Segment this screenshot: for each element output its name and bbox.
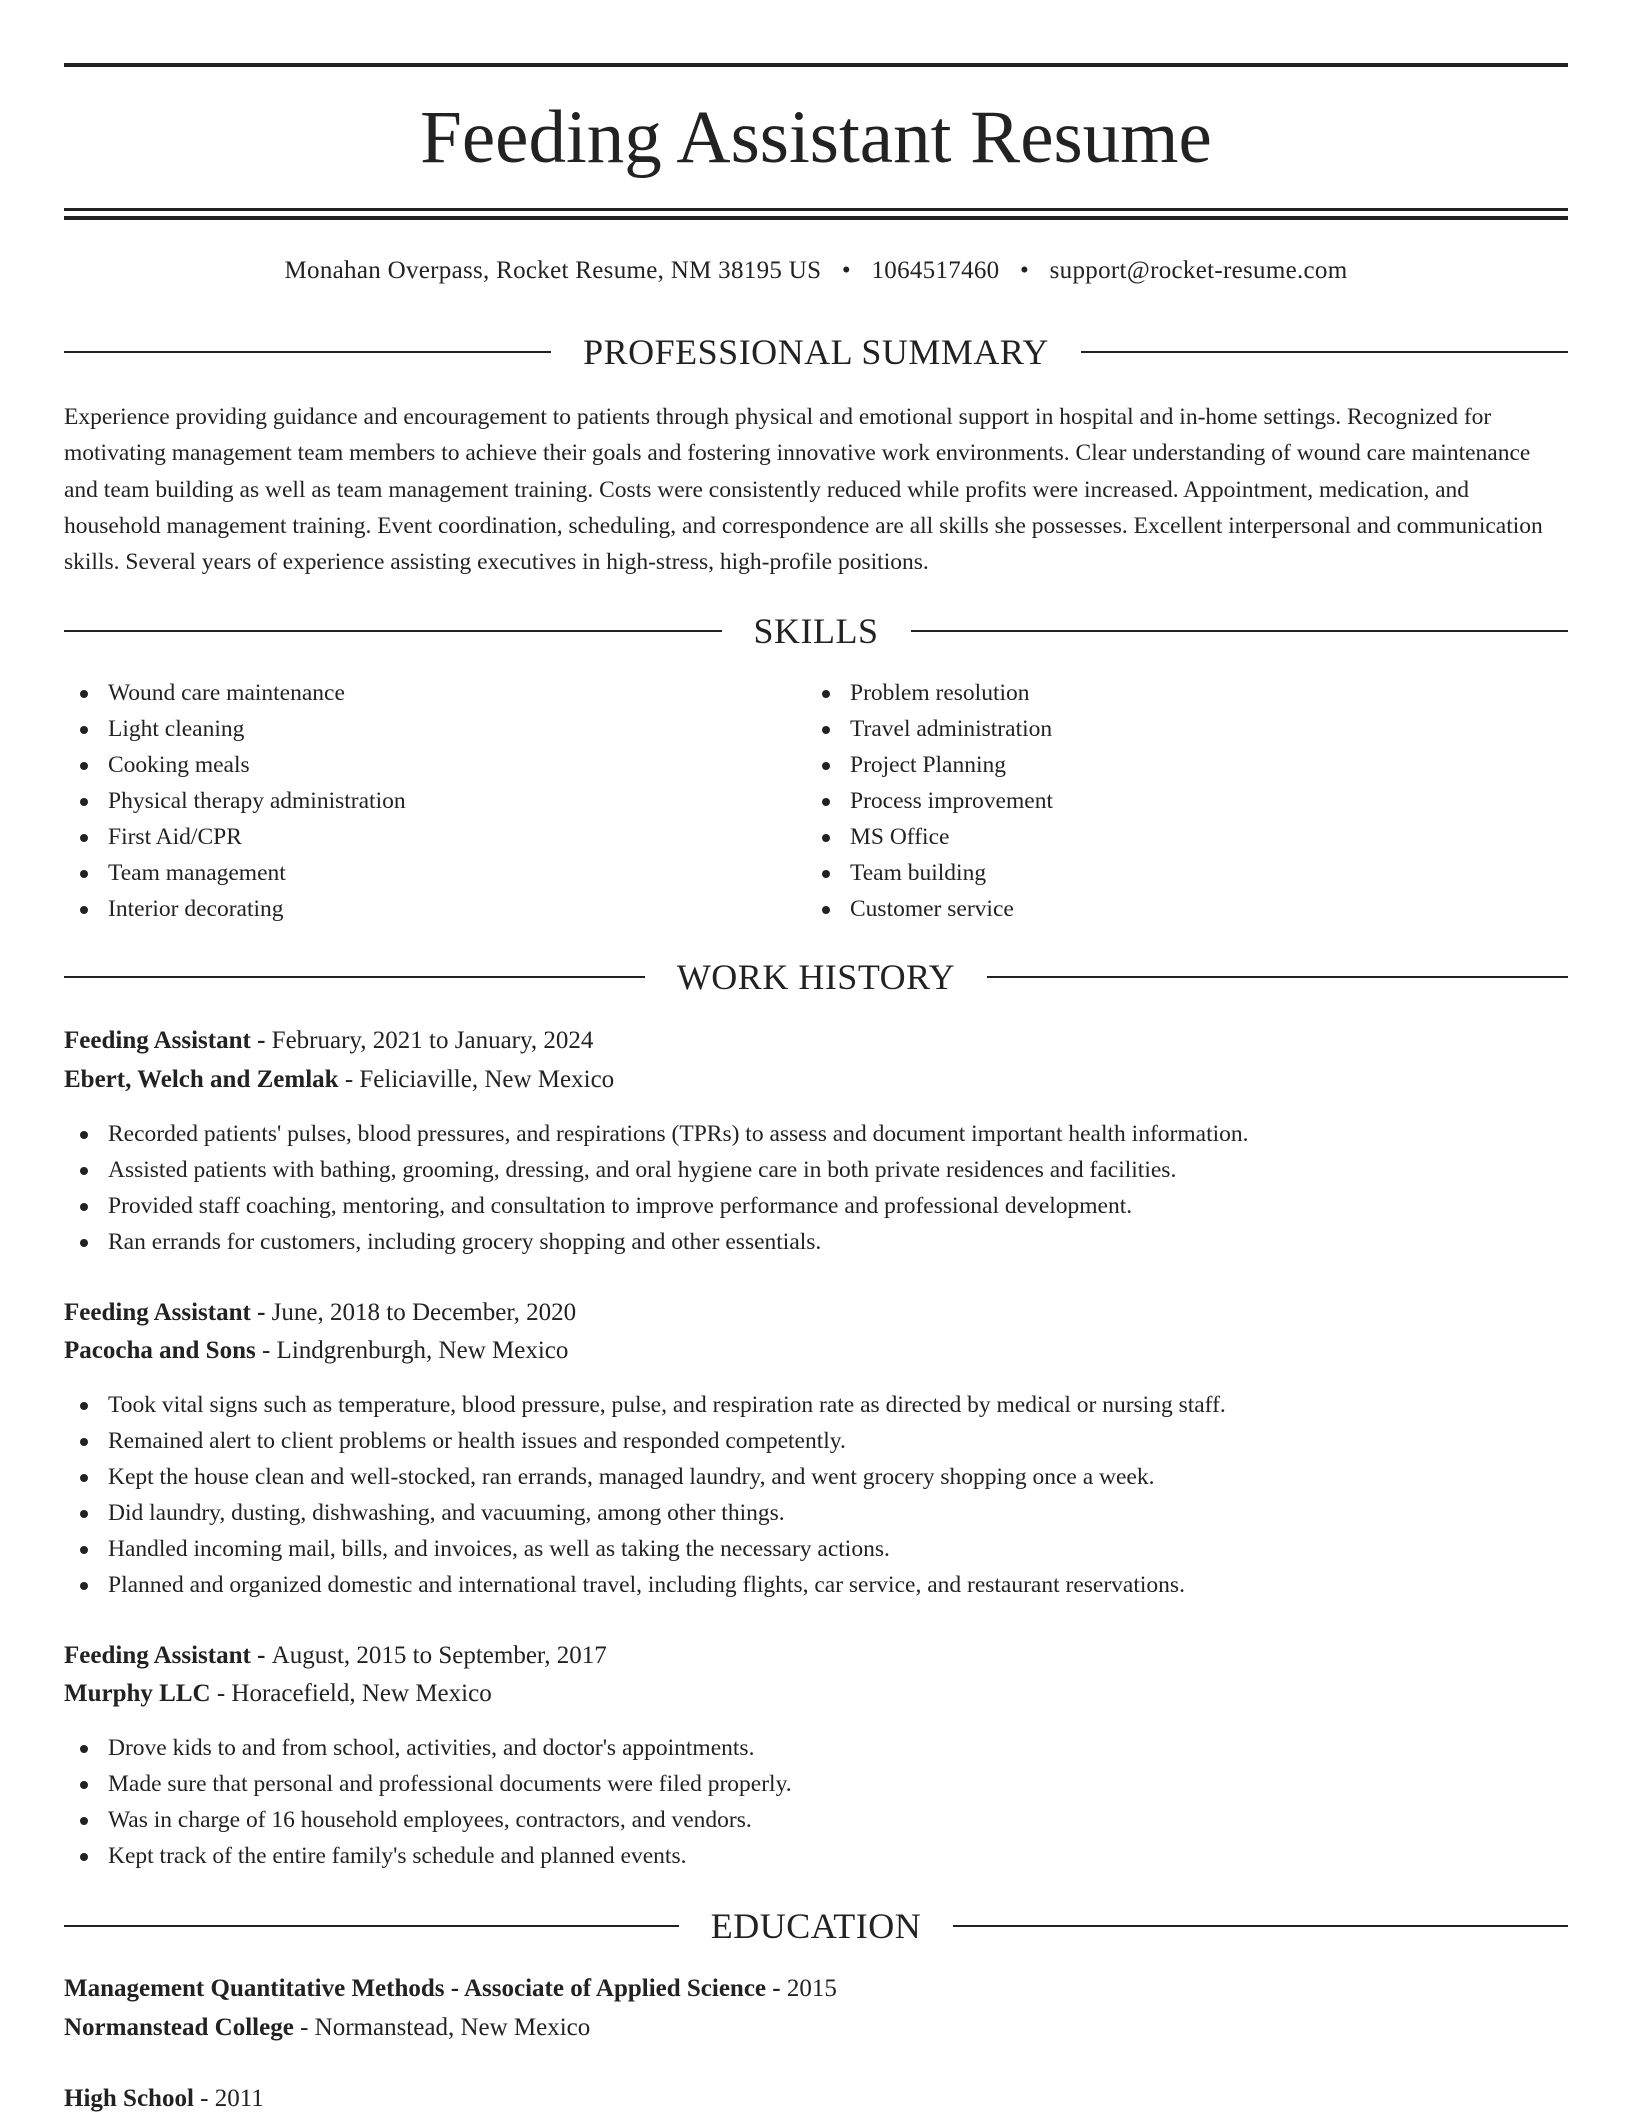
contact-email: support@rocket-resume.com bbox=[1049, 257, 1348, 284]
skill-item: MS Office bbox=[806, 819, 1053, 855]
section-rule bbox=[64, 976, 645, 978]
job-company: Murphy LLC bbox=[64, 1680, 211, 1707]
education-degree: Management Quantitative Methods - Associate of Applied Science bbox=[64, 1975, 767, 2002]
job-dash: - bbox=[338, 1066, 360, 1093]
skill-item: Interior decorating bbox=[64, 891, 406, 927]
job-title: Feeding Assistant bbox=[64, 1642, 251, 1669]
job-bullet: Ran errands for customers, including grocery shopping and other essentials. bbox=[64, 1224, 1249, 1260]
education-year: 2011 bbox=[214, 2085, 264, 2112]
contact-separator: • bbox=[841, 257, 851, 284]
job-bullet: Did laundry, dusting, dishwashing, and vacuuming, among other things. bbox=[64, 1495, 1226, 1531]
job-dates: February, 2021 to January, 2024 bbox=[271, 1027, 594, 1054]
section-rule bbox=[953, 1925, 1568, 1927]
contact-line bbox=[64, 253, 1568, 289]
education-location: Normanstead, New Mexico bbox=[314, 2014, 591, 2041]
section-header-education bbox=[64, 1904, 1568, 1948]
job-dash: - bbox=[210, 1680, 232, 1707]
section-title-skills: SKILLS bbox=[753, 611, 879, 651]
skill-item: Physical therapy administration bbox=[64, 783, 406, 819]
skill-item: First Aid/CPR bbox=[64, 819, 406, 855]
title-rule-lower bbox=[64, 216, 1568, 220]
education-school: Normanstead College bbox=[64, 2014, 294, 2041]
section-header-summary bbox=[64, 330, 1568, 374]
job-bullet: Kept the house clean and well-stocked, ran errands, managed laundry, and went grocery shopping once a week. bbox=[64, 1459, 1226, 1495]
job-bullet: Recorded patients' pulses, blood pressures, and respirations (TPRs) to assess and document important health information. bbox=[64, 1116, 1249, 1152]
skill-item: Project Planning bbox=[806, 747, 1053, 783]
skill-item: Problem resolution bbox=[806, 675, 1053, 711]
education-dash: - bbox=[293, 2014, 315, 2041]
job-title: Feeding Assistant bbox=[64, 1027, 251, 1054]
skill-item: Process improvement bbox=[806, 783, 1053, 819]
section-header-skills bbox=[64, 609, 1568, 653]
job-bullet: Was in charge of 16 household employees, contractors, and vendors. bbox=[64, 1802, 792, 1838]
job-bullet: Planned and organized domestic and international travel, including flights, car service, and restaurant reservations. bbox=[64, 1567, 1226, 1603]
job-dash: - bbox=[250, 1642, 272, 1669]
job-bullets bbox=[64, 1387, 1226, 1603]
section-title-summary: PROFESSIONAL SUMMARY bbox=[583, 332, 1049, 372]
contact-separator: • bbox=[1020, 257, 1030, 284]
job-bullets bbox=[64, 1116, 1249, 1260]
job-dash: - bbox=[250, 1299, 272, 1326]
job-company: Pacocha and Sons bbox=[64, 1337, 256, 1364]
education-school-line bbox=[64, 2010, 590, 2046]
skill-item: Wound care maintenance bbox=[64, 675, 406, 711]
section-rule bbox=[911, 630, 1569, 632]
job-bullet: Made sure that personal and professional documents were filed properly. bbox=[64, 1766, 792, 1802]
job-bullet: Handled incoming mail, bills, and invoices, as well as taking the necessary actions. bbox=[64, 1531, 1226, 1567]
job-location: Horacefield, New Mexico bbox=[231, 1680, 492, 1707]
section-title-education: EDUCATION bbox=[710, 1906, 922, 1946]
job-location: Lindgrenburgh, New Mexico bbox=[276, 1337, 569, 1364]
section-rule bbox=[64, 351, 551, 353]
job-bullet: Took vital signs such as temperature, blood pressure, pulse, and respiration rate as directed by medical or nursing staff. bbox=[64, 1387, 1226, 1423]
job-location: Feliciaville, New Mexico bbox=[359, 1066, 615, 1093]
education-degree-line bbox=[64, 1971, 837, 2007]
job-title: Feeding Assistant bbox=[64, 1299, 251, 1326]
job-bullet: Remained alert to client problems or health issues and responded competently. bbox=[64, 1423, 1226, 1459]
top-rule bbox=[64, 63, 1568, 67]
job-company-line bbox=[64, 1062, 614, 1098]
contact-address: Monahan Overpass, Rocket Resume, NM 38195 US bbox=[284, 257, 822, 284]
summary-text: Experience providing guidance and encouragement to patients through physical and emotional support in hospital and in-home settings. Recognized for motivating management team members to achieve their goals and fostering innovative work environments. Clear understanding of wound care maintenance and team building as well as team management training. Costs were consistently reduced while profits were increased. Appointment, medication, and household management training. Event coordination, scheduling, and correspondence are all skills she possesses. Excellent interpersonal and communication skills. Several years of experience assisting executives in high-stress, high-profile positions. bbox=[64, 404, 1543, 576]
job-company-line bbox=[64, 1333, 568, 1369]
section-rule bbox=[64, 630, 722, 632]
education-dash: - bbox=[766, 1975, 787, 2002]
job-dates: August, 2015 to September, 2017 bbox=[271, 1642, 607, 1669]
job-title-line bbox=[64, 1638, 607, 1674]
skill-item: Team management bbox=[64, 855, 406, 891]
job-bullets bbox=[64, 1730, 792, 1874]
skill-item: Travel administration bbox=[806, 711, 1053, 747]
skills-list-left bbox=[64, 675, 406, 927]
section-title-work: WORK HISTORY bbox=[676, 957, 956, 997]
section-rule bbox=[987, 976, 1568, 978]
job-dates: June, 2018 to December, 2020 bbox=[271, 1299, 577, 1326]
job-bullet: Provided staff coaching, mentoring, and consultation to improve performance and professional development. bbox=[64, 1188, 1249, 1224]
skill-item: Customer service bbox=[806, 891, 1053, 927]
skill-item: Team building bbox=[806, 855, 1053, 891]
section-rule bbox=[1081, 351, 1568, 353]
job-bullet: Assisted patients with bathing, grooming, dressing, and oral hygiene care in both private residences and facilities. bbox=[64, 1152, 1249, 1188]
skills-list-right bbox=[806, 675, 1053, 927]
skill-item: Light cleaning bbox=[64, 711, 406, 747]
job-title-line bbox=[64, 1295, 576, 1331]
job-title-line bbox=[64, 1023, 593, 1059]
job-dash: - bbox=[250, 1027, 272, 1054]
resume-title: Feeding Assistant Resume bbox=[420, 96, 1212, 179]
section-header-work bbox=[64, 955, 1568, 999]
job-company-line bbox=[64, 1676, 492, 1712]
education-dash: - bbox=[193, 2085, 215, 2112]
contact-phone: 1064517460 bbox=[871, 257, 1000, 284]
skill-item: Cooking meals bbox=[64, 747, 406, 783]
job-bullet: Drove kids to and from school, activities, and doctor's appointments. bbox=[64, 1730, 792, 1766]
section-rule bbox=[64, 1925, 679, 1927]
title-rule-upper bbox=[64, 208, 1568, 211]
job-bullet: Kept track of the entire family's schedule and planned events. bbox=[64, 1838, 792, 1874]
education-year: 2015 bbox=[786, 1975, 837, 2002]
education-degree: High School bbox=[64, 2085, 194, 2112]
job-company: Ebert, Welch and Zemlak bbox=[64, 1066, 339, 1093]
job-dash: - bbox=[255, 1337, 277, 1364]
